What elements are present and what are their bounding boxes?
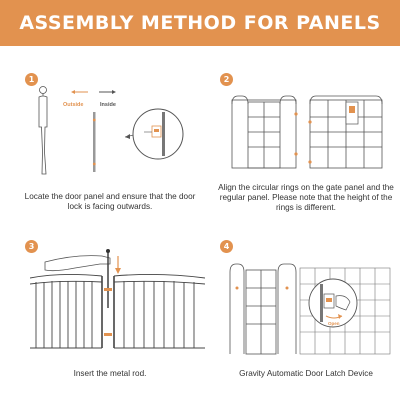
direction-arrows xyxy=(71,90,116,94)
step-1-illustration xyxy=(28,82,198,182)
hand-icon xyxy=(45,256,110,271)
step-2-badge: 2 xyxy=(220,73,233,86)
gate-panel xyxy=(232,96,296,168)
open-label: Open xyxy=(328,321,340,326)
outside-label: Outside xyxy=(63,102,84,108)
step-3-badge: 3 xyxy=(25,240,38,253)
right-panel xyxy=(114,274,205,348)
latch-zoom xyxy=(346,102,358,124)
step-4-illustration xyxy=(228,258,393,358)
step-1-badge: 1 xyxy=(25,73,38,86)
gate-panel-open xyxy=(230,264,296,354)
person-icon xyxy=(39,87,47,175)
step-1-caption: Locate the door panel and ensure that the door lock is facing outwards. xyxy=(24,192,196,211)
page-title: ASSEMBLY METHOD FOR PANELS xyxy=(19,12,381,34)
step-2-illustration xyxy=(228,92,388,172)
title-banner xyxy=(0,0,400,46)
left-panel xyxy=(30,274,102,348)
step-4-caption: Gravity Automatic Door Latch Device xyxy=(239,369,373,378)
inside-label: Inside xyxy=(100,102,116,108)
step-3-caption: Insert the metal rod. xyxy=(73,369,147,378)
step-3-illustration xyxy=(30,248,205,358)
step-4-badge: 4 xyxy=(220,240,233,253)
lock-zoom-circle xyxy=(133,109,183,159)
step-2-caption: Align the circular rings on the gate panel and the regular panel. Please note that the height of the rings is different. xyxy=(218,183,394,212)
latch-zoom-circle xyxy=(309,279,357,327)
